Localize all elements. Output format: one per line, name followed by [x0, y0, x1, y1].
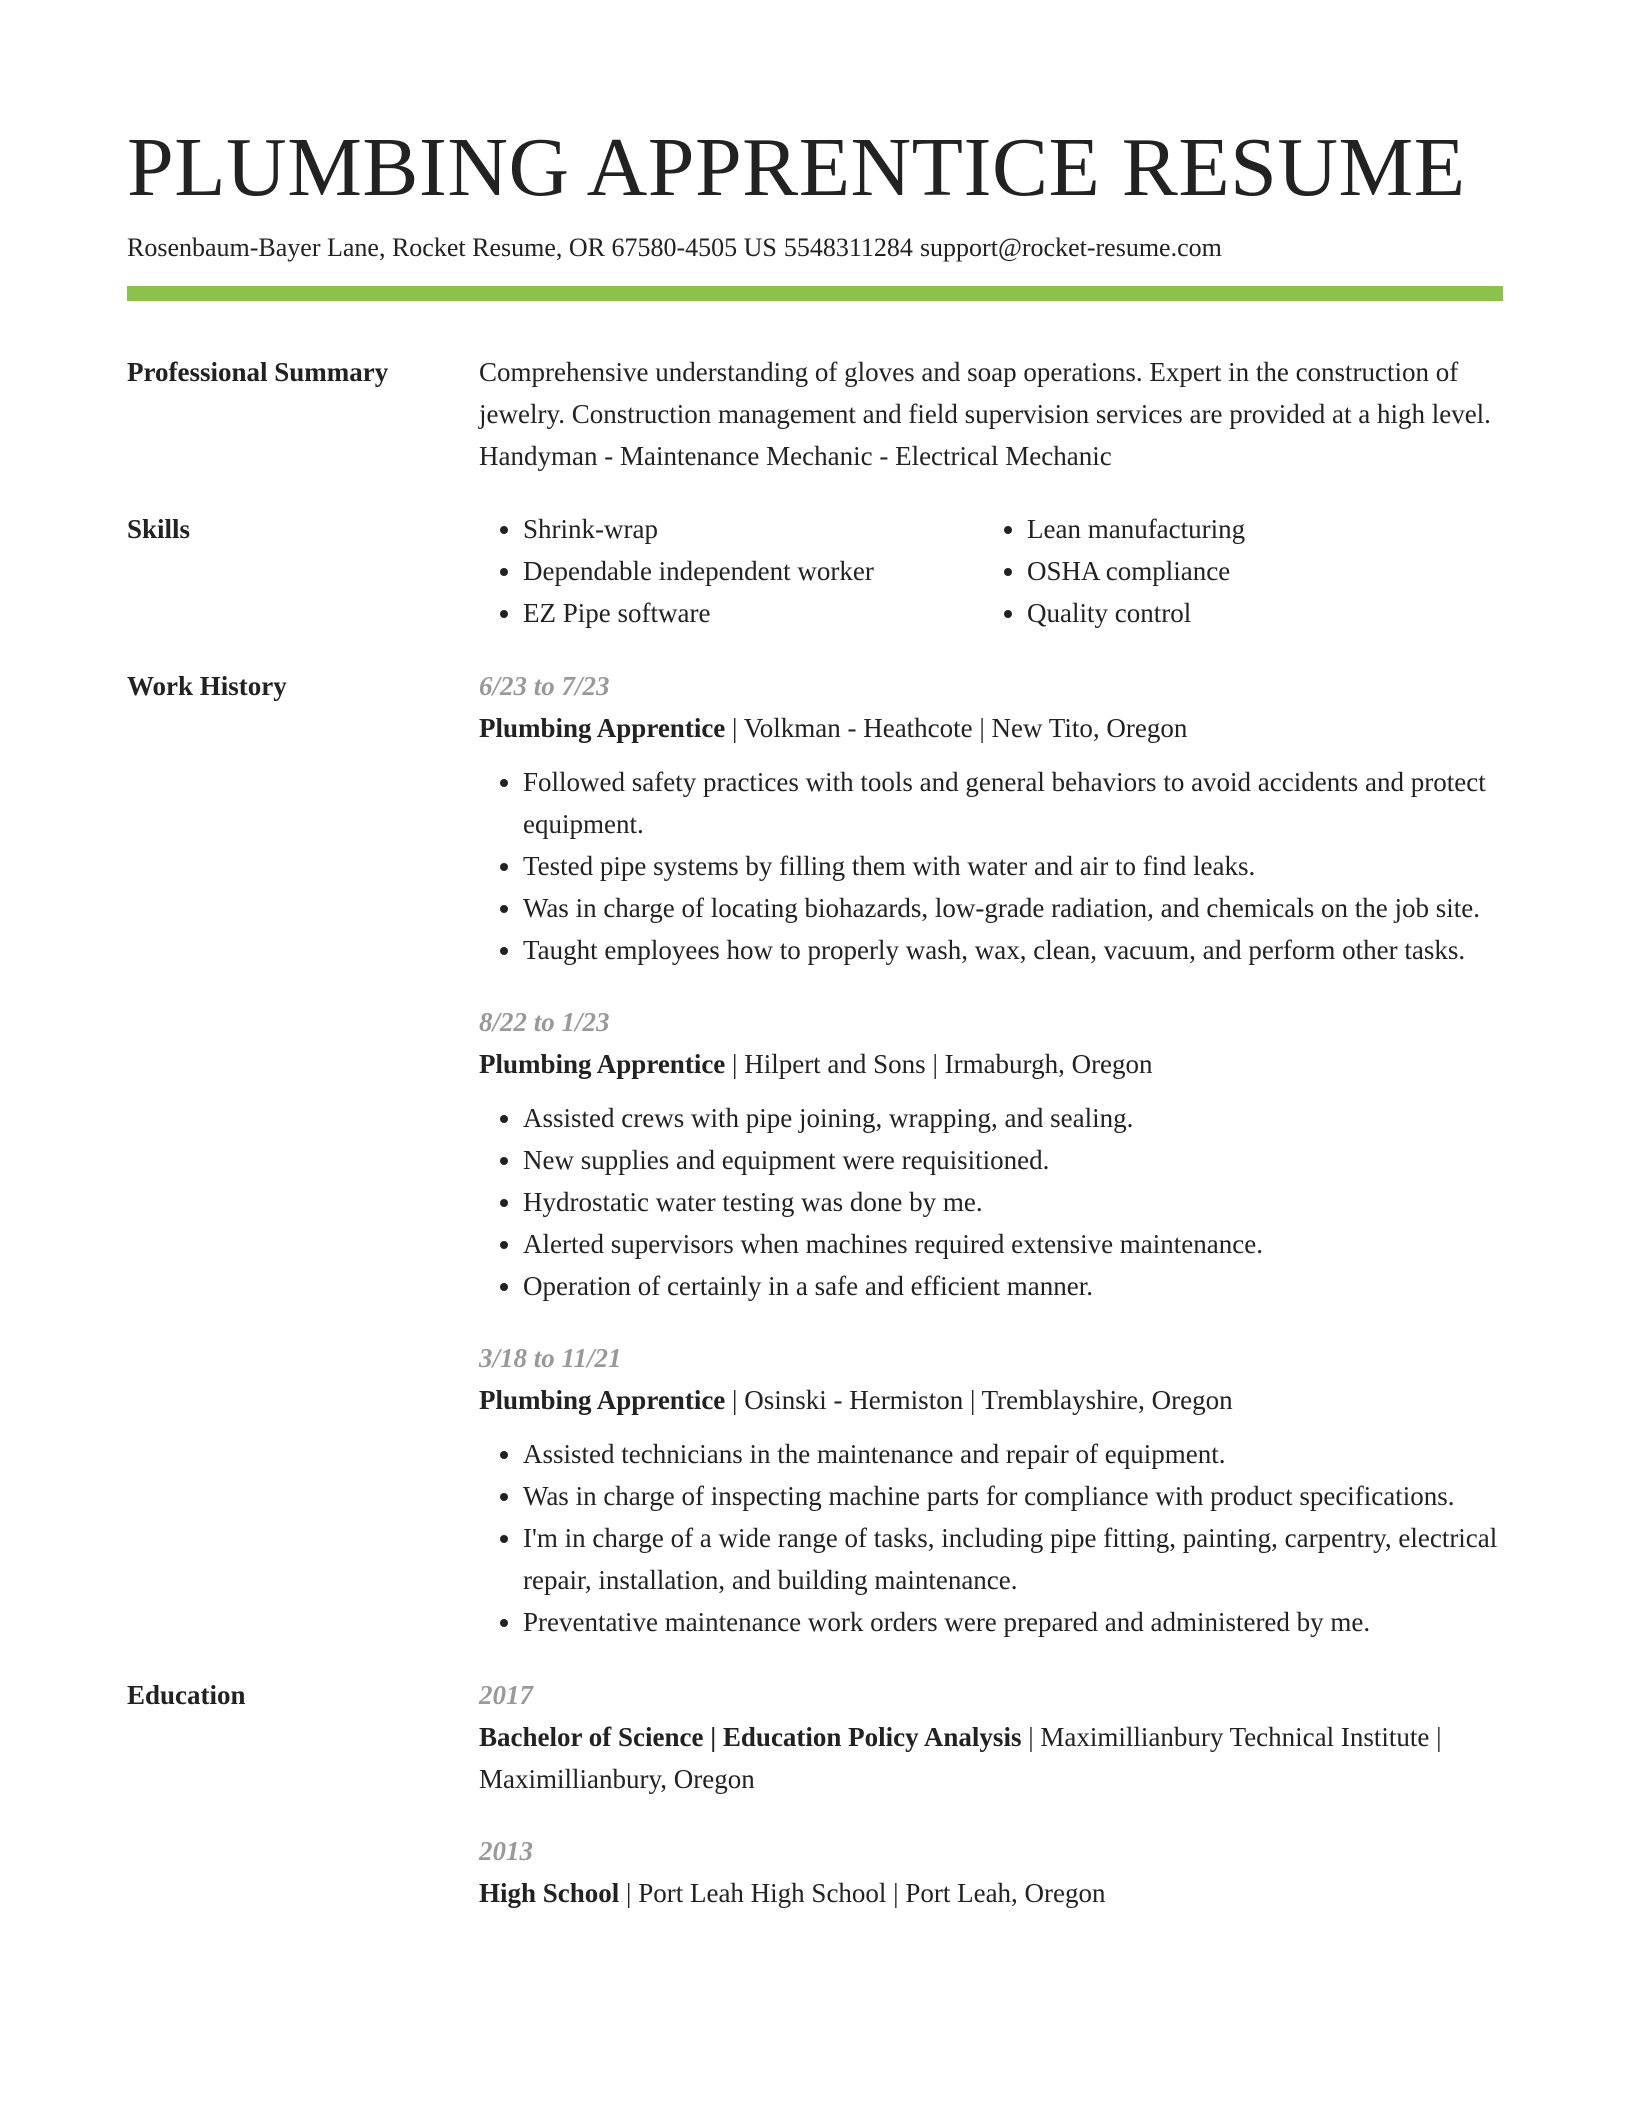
- job-bullet: • Assisted technicians in the maintenance and repair of equipment.: [523, 1433, 1503, 1475]
- section-label-work-history: Work History: [127, 671, 287, 701]
- job-bullet: • Was in charge of inspecting machine parts for compliance with product specifications.: [523, 1475, 1503, 1517]
- skill-item: • Lean manufacturing: [1027, 508, 1487, 550]
- degree: Bachelor of Science | Education Policy Analysis: [479, 1722, 1022, 1752]
- job-title: Plumbing Apprentice: [479, 1385, 726, 1415]
- section-label-summary: Professional Summary: [127, 357, 389, 387]
- email: support@rocket-resume.com: [919, 233, 1222, 262]
- job-heading: [479, 707, 1503, 749]
- phone: 5548311284: [783, 233, 913, 262]
- summary-text: Comprehensive understanding of gloves and soap operations. Expert in the construction of jewelry. Construction management and field supervision services are provided at a high level. Handyman - Maintenance Mechanic - Electrical Mechanic: [479, 357, 1491, 471]
- job-bullet: • Was in charge of locating biohazards, low-grade radiation, and chemicals on the job site.: [523, 887, 1503, 929]
- job-entry: [479, 1001, 1503, 1307]
- job-bullets: [479, 1097, 1503, 1307]
- education-section: [127, 1674, 1503, 1914]
- job-bullet: • Followed safety practices with tools and general behaviors to avoid accidents and protect equipment.: [523, 761, 1503, 845]
- skills-column-1: [479, 508, 983, 634]
- section-label-skills: Skills: [127, 514, 191, 544]
- job-entry: [479, 665, 1503, 971]
- skill-item: • EZ Pipe software: [523, 592, 983, 634]
- resume-title: PLUMBING APPRENTICE RESUME: [127, 121, 1466, 214]
- work-history-section: [127, 665, 1503, 1643]
- job-bullet: • Tested pipe systems by filling them with water and air to find leaks.: [523, 845, 1503, 887]
- skills-column-2: [983, 508, 1487, 634]
- section-label-education: Education: [127, 1680, 246, 1710]
- education-details: | Port Leah High School | Port Leah, Oregon: [619, 1878, 1106, 1908]
- skills-list: [479, 508, 1503, 634]
- job-title: Plumbing Apprentice: [479, 713, 726, 743]
- job-bullet: • Taught employees how to properly wash, wax, clean, vacuum, and perform other tasks.: [523, 929, 1503, 971]
- job-dates: 3/18 to 11/21: [479, 1343, 622, 1373]
- skill-item: • OSHA compliance: [1027, 550, 1487, 592]
- education-entry: [479, 1830, 1503, 1914]
- work-history-list: [479, 665, 1503, 1643]
- education-entry: [479, 1674, 1503, 1800]
- education-list: [479, 1674, 1503, 1914]
- job-bullets: [479, 761, 1503, 971]
- degree: High School: [479, 1878, 620, 1908]
- skill-item: • Shrink-wrap: [523, 508, 983, 550]
- job-bullet: • Operation of certainly in a safe and efficient manner.: [523, 1265, 1503, 1307]
- job-details: | Hilpert and Sons | Irmaburgh, Oregon: [725, 1049, 1153, 1079]
- resume-page: [127, 118, 1503, 1914]
- job-dates: 6/23 to 7/23: [479, 671, 610, 701]
- education-year: 2017: [479, 1680, 533, 1710]
- job-bullet: • Hydrostatic water testing was done by me.: [523, 1181, 1503, 1223]
- education-year: 2013: [479, 1836, 533, 1866]
- job-bullet: • I'm in charge of a wide range of tasks, including pipe fitting, painting, carpentry, electrical repair, installation, and building maintenance.: [523, 1517, 1503, 1601]
- header-divider: [127, 286, 1503, 301]
- job-details: | Osinski - Hermiston | Tremblayshire, Oregon: [725, 1385, 1233, 1415]
- job-bullet: • Alerted supervisors when machines required extensive maintenance.: [523, 1223, 1503, 1265]
- job-heading: [479, 1379, 1503, 1421]
- skill-item: • Quality control: [1027, 592, 1487, 634]
- job-bullet: • New supplies and equipment were requisitioned.: [523, 1139, 1503, 1181]
- education-heading: [479, 1716, 1503, 1800]
- job-title: Plumbing Apprentice: [479, 1049, 726, 1079]
- skill-item: • Dependable independent worker: [523, 550, 983, 592]
- job-bullet: • Preventative maintenance work orders were prepared and administered by me.: [523, 1601, 1503, 1643]
- job-bullets: [479, 1433, 1503, 1643]
- education-details: | Maximillianbury Technical Institute | Maximillianbury, Oregon: [479, 1722, 1442, 1794]
- job-heading: [479, 1043, 1503, 1085]
- address: Rosenbaum-Bayer Lane, Rocket Resume, OR 67580-4505 US: [127, 233, 777, 262]
- job-entry: [479, 1337, 1503, 1643]
- contact-line: [127, 230, 1503, 266]
- job-details: | Volkman - Heathcote | New Tito, Oregon: [725, 713, 1188, 743]
- education-heading: [479, 1872, 1503, 1914]
- summary-section: [127, 351, 1503, 477]
- job-dates: 8/22 to 1/23: [479, 1007, 610, 1037]
- job-bullet: • Assisted crews with pipe joining, wrapping, and sealing.: [523, 1097, 1503, 1139]
- skills-section: [127, 508, 1503, 634]
